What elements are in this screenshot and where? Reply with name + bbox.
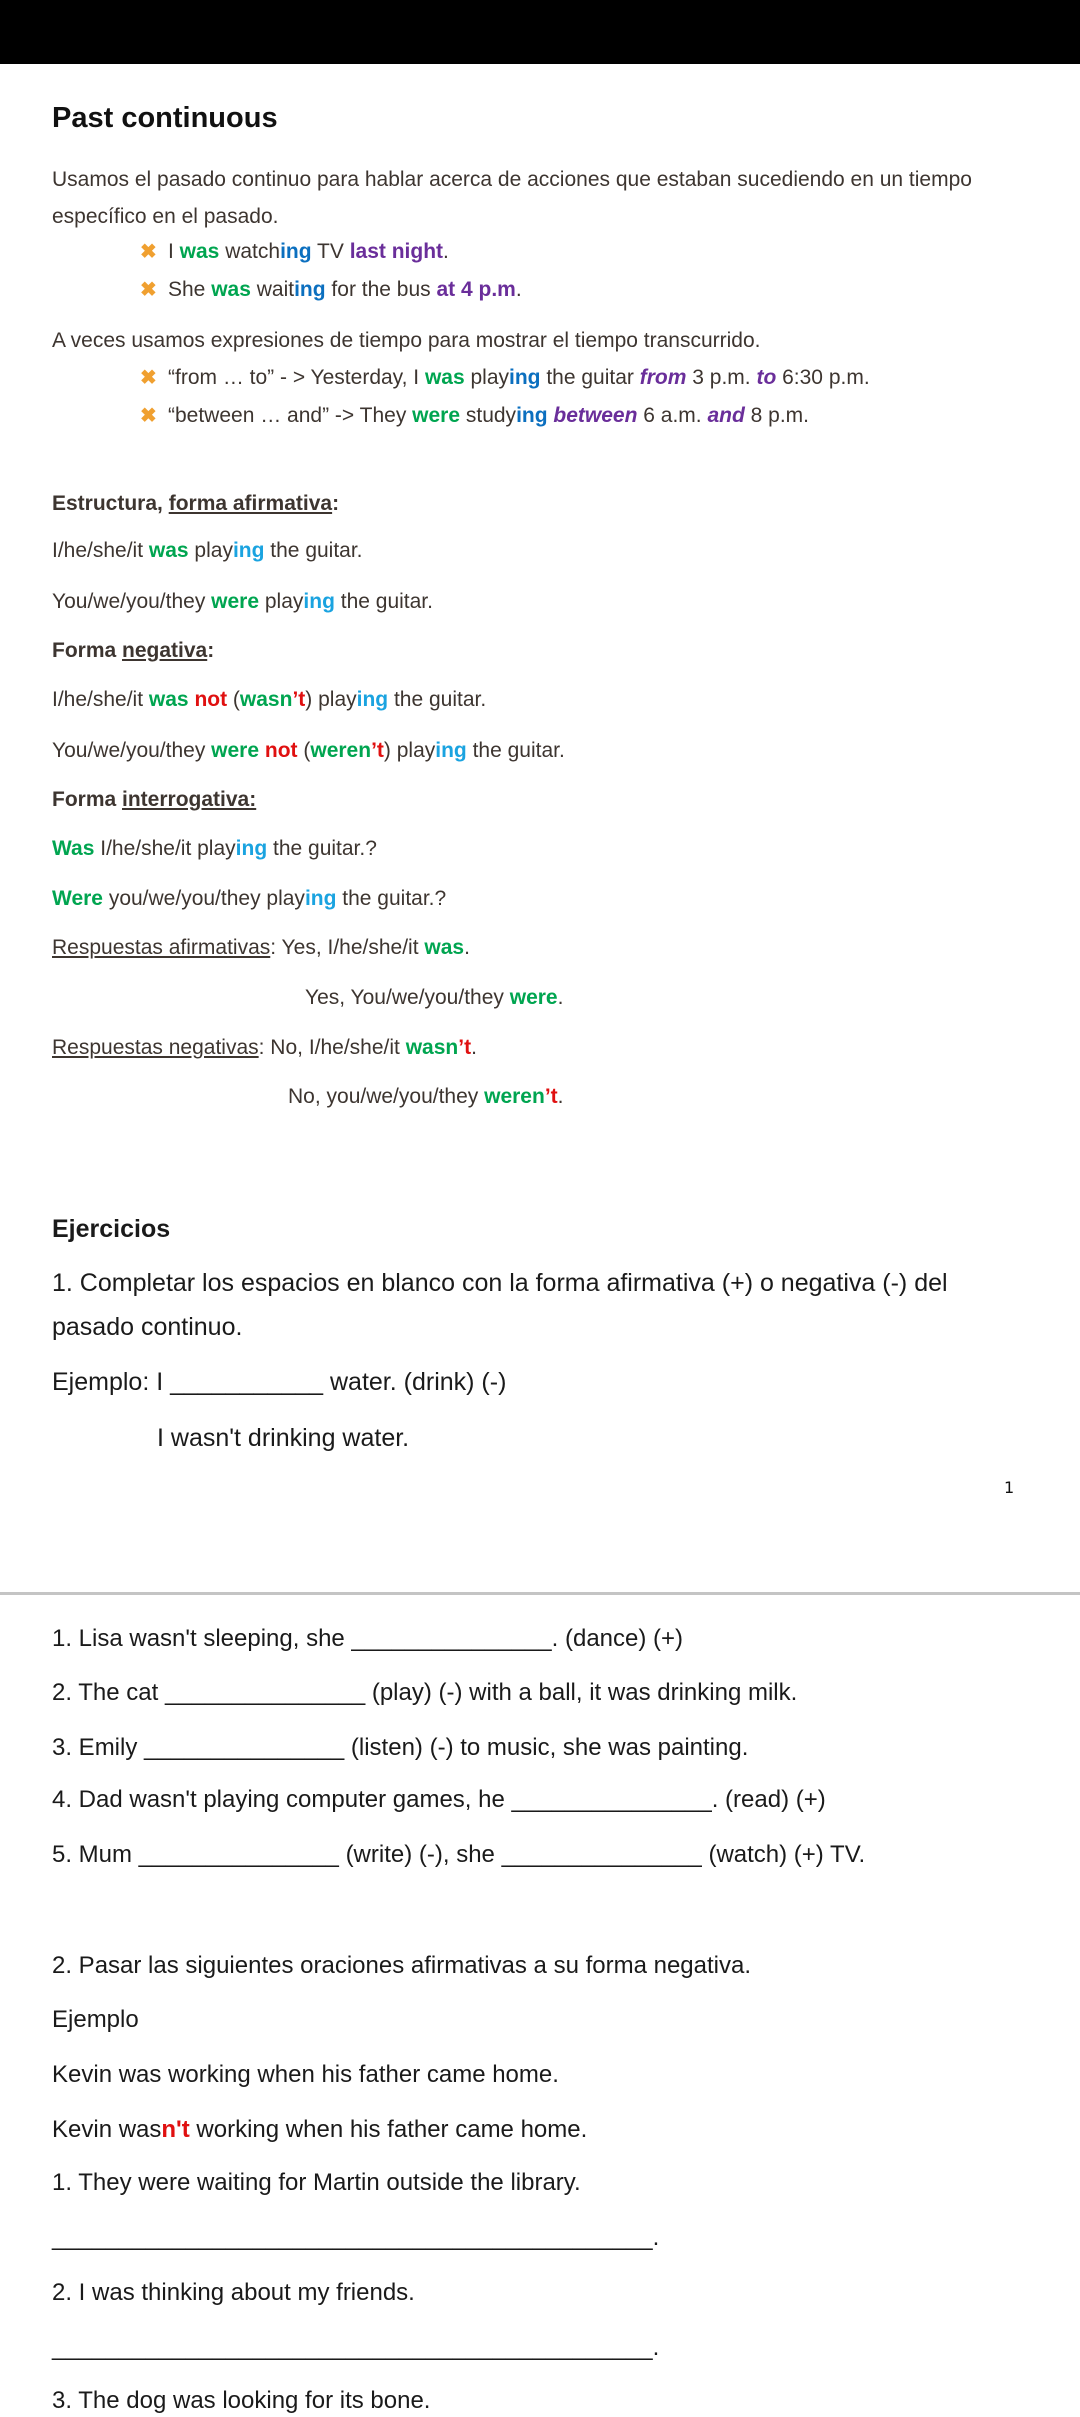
text-segment: ing bbox=[516, 404, 548, 427]
text-segment: A veces usamos expresiones de tiempo para mostrar el tiempo transcurrido. bbox=[52, 329, 761, 352]
text-segment: . bbox=[471, 1036, 477, 1059]
text-segment: play bbox=[188, 539, 233, 562]
text-segment: wait bbox=[250, 278, 295, 301]
text-segment: 4. Dad wasn't playing computer games, he _______________. (read) (+) bbox=[52, 1786, 826, 1813]
text-segment: was bbox=[424, 936, 465, 959]
text-segment: 3. Emily _______________ (listen) (-) to music, she was painting. bbox=[52, 1734, 749, 1761]
text-segment: wasn bbox=[405, 1036, 459, 1059]
x-bullet-icon: ✖ bbox=[140, 279, 157, 301]
text-segment: play bbox=[259, 590, 304, 613]
text-line-ejercicios bbox=[52, 1213, 170, 1245]
text-line-neg-h bbox=[52, 635, 214, 667]
text-segment: not bbox=[194, 688, 228, 711]
text-segment: : Yes, I/he/she/it bbox=[270, 936, 425, 959]
text-segment: ’t bbox=[544, 1085, 558, 1108]
text-segment: ing bbox=[235, 837, 268, 860]
text-segment: and bbox=[707, 404, 745, 427]
text-line-e2ej bbox=[52, 2004, 139, 2036]
text-segment: the guitar bbox=[540, 366, 640, 389]
text-segment: you/we/you/they play bbox=[102, 887, 305, 910]
text-line-intro1 bbox=[52, 164, 972, 196]
text-line-n1 bbox=[52, 2167, 581, 2199]
x-bullet-icon: ✖ bbox=[140, 367, 157, 389]
text-segment: Were bbox=[52, 887, 103, 910]
text-segment: n't bbox=[161, 2116, 190, 2143]
text-line-k1 bbox=[52, 2059, 559, 2091]
text-line-n3 bbox=[52, 2385, 430, 2417]
text-segment: not bbox=[264, 739, 298, 762]
text-segment: pasado continuo. bbox=[52, 1313, 243, 1341]
text-segment: working when his father came home. bbox=[189, 2116, 588, 2143]
text-segment: : bbox=[332, 492, 340, 515]
text-segment: 3. The dog was looking for its bone. bbox=[52, 2387, 431, 2414]
text-segment: Respuestas afirmativas bbox=[52, 936, 271, 959]
text-segment: . bbox=[557, 986, 564, 1009]
page-separator bbox=[0, 1592, 1080, 1595]
text-line-e1b bbox=[52, 1311, 242, 1343]
text-segment: was bbox=[424, 366, 465, 389]
text-segment: “between … and” -> They bbox=[168, 404, 413, 427]
text-segment: TV bbox=[311, 240, 350, 263]
text-segment: the guitar.? bbox=[267, 837, 377, 860]
text-segment: from bbox=[639, 366, 687, 389]
text-segment: Forma bbox=[52, 788, 123, 811]
text-line-ex2 bbox=[168, 274, 522, 306]
text-line-a2 bbox=[52, 2332, 659, 2364]
text-line-af1 bbox=[52, 535, 363, 567]
text-line-a1 bbox=[52, 2222, 659, 2254]
status-bar bbox=[0, 0, 1080, 64]
text-segment: were bbox=[412, 404, 461, 427]
text-segment: Forma bbox=[52, 639, 123, 662]
text-segment: I/he/she/it play bbox=[94, 837, 236, 860]
text-segment: Estructura, bbox=[52, 492, 169, 515]
text-segment: Ejemplo bbox=[52, 2006, 139, 2033]
text-line-estructura bbox=[52, 488, 339, 520]
text-segment: : bbox=[207, 639, 215, 662]
text-segment: interrogativa: bbox=[122, 788, 257, 811]
text-segment: Usamos el pasado continuo para hablar acerca de acciones que estaban sucediendo en un tiempo bbox=[52, 168, 972, 191]
text-line-e1ans bbox=[157, 1422, 409, 1454]
text-segment: Ejemplo: I ___________ water. (drink) (-) bbox=[52, 1368, 507, 1396]
text-segment: Respuestas negativas bbox=[52, 1036, 259, 1059]
text-segment: forma afirmativa bbox=[168, 492, 333, 515]
text-segment: ’t bbox=[292, 688, 306, 711]
text-segment: _____________________________________________. bbox=[52, 2224, 660, 2251]
text-line-int2 bbox=[52, 883, 446, 915]
text-segment: ing bbox=[435, 739, 467, 762]
text-segment: Kevin was bbox=[52, 2116, 162, 2143]
text-segment: the guitar. bbox=[334, 590, 433, 613]
text-line-e1a bbox=[52, 1267, 948, 1299]
text-segment: ( bbox=[297, 739, 311, 762]
page-number: 1 bbox=[1004, 1478, 1015, 1497]
text-segment: 1. They were waiting for Martin outside the library. bbox=[52, 2169, 581, 2196]
text-line-e2 bbox=[52, 1950, 751, 1982]
text-line-q4 bbox=[52, 1784, 826, 1816]
text-segment: the guitar.? bbox=[336, 887, 447, 910]
text-segment: ing bbox=[356, 688, 389, 711]
text-segment: were bbox=[211, 739, 260, 762]
text-segment: were bbox=[509, 986, 558, 1009]
text-line-resp-neg1 bbox=[52, 1032, 477, 1064]
text-segment: the guitar. bbox=[264, 539, 363, 562]
text-segment: ing bbox=[303, 590, 335, 613]
text-segment: 1. Completar los espacios en blanco con la forma afirmativa (+) o negativa (-) del bbox=[52, 1269, 948, 1297]
text-segment: ’t bbox=[458, 1036, 472, 1059]
text-segment: _____________________________________________. bbox=[52, 2334, 660, 2361]
text-segment: 5. Mum _______________ (write) (-), she _______________ (watch) (+) TV. bbox=[52, 1841, 866, 1868]
text-segment: wasn bbox=[239, 688, 293, 711]
text-segment: weren bbox=[310, 739, 372, 762]
text-segment: ing bbox=[509, 366, 541, 389]
text-line-resp-neg2 bbox=[288, 1081, 563, 1113]
text-segment: was bbox=[148, 688, 189, 711]
text-segment: last night bbox=[349, 240, 444, 263]
text-segment: . bbox=[443, 240, 449, 263]
text-segment: 6:30 p.m. bbox=[776, 366, 870, 389]
text-line-q5 bbox=[52, 1839, 865, 1871]
text-line-q1 bbox=[52, 1623, 683, 1655]
text-segment: . bbox=[515, 278, 522, 301]
text-line-q3 bbox=[52, 1732, 748, 1764]
text-line-resp-af1 bbox=[52, 932, 470, 964]
text-segment: at 4 p.m bbox=[436, 278, 516, 301]
text-segment: 1. Lisa wasn't sleeping, she _______________. (dance) (+) bbox=[52, 1625, 684, 1652]
text-line-intro2 bbox=[52, 201, 279, 233]
text-segment: ( bbox=[227, 688, 240, 711]
text-segment: She bbox=[168, 278, 212, 301]
text-segment: . bbox=[464, 936, 470, 959]
text-segment: for the bus bbox=[325, 278, 437, 301]
text-segment: 2. Pasar las siguientes oraciones afirmativas a su forma negativa. bbox=[52, 1952, 752, 1979]
text-segment: the guitar. bbox=[388, 688, 487, 711]
text-segment: ing bbox=[304, 887, 337, 910]
text-segment: ing bbox=[280, 240, 312, 263]
text-segment: You/we/you/they bbox=[52, 590, 212, 613]
text-segment: were bbox=[211, 590, 260, 613]
text-segment: 2. The cat _______________ (play) (-) with a ball, it was drinking milk. bbox=[52, 1679, 798, 1706]
text-line-ex3 bbox=[168, 362, 870, 394]
text-segment: You/we/you/they bbox=[52, 739, 212, 762]
text-segment: I bbox=[168, 240, 180, 263]
text-segment: watch bbox=[219, 240, 281, 263]
text-segment: ing bbox=[294, 278, 326, 301]
text-segment: I wasn't drinking water. bbox=[157, 1424, 410, 1452]
text-segment: between bbox=[553, 404, 638, 427]
text-segment: 2. I was thinking about my friends. bbox=[52, 2279, 415, 2306]
text-segment: específico en el pasado. bbox=[52, 205, 279, 228]
text-line-ex1 bbox=[168, 236, 449, 268]
text-segment: . bbox=[557, 1085, 564, 1108]
text-line-neg1 bbox=[52, 684, 486, 716]
text-segment: ) play bbox=[383, 739, 436, 762]
text-line-ex4 bbox=[168, 400, 809, 432]
text-segment: weren bbox=[484, 1085, 545, 1108]
text-segment: Was bbox=[52, 837, 95, 860]
text-segment: Yes, You/we/you/they bbox=[305, 986, 510, 1009]
text-segment: 8 p.m. bbox=[744, 404, 810, 427]
text-segment: : No, I/he/she/it bbox=[258, 1036, 406, 1059]
text-segment: was bbox=[148, 539, 189, 562]
text-segment: 3 p.m. bbox=[686, 366, 757, 389]
text-line-veces bbox=[52, 325, 761, 357]
text-line-af2 bbox=[52, 586, 433, 618]
text-segment: I/he/she/it bbox=[52, 539, 149, 562]
text-line-int1 bbox=[52, 833, 377, 865]
text-line-k2 bbox=[52, 2114, 587, 2146]
text-segment: negativa bbox=[122, 639, 208, 662]
text-segment: No, you/we/you/they bbox=[288, 1085, 485, 1108]
text-line-neg2 bbox=[52, 735, 565, 767]
text-segment: ) play bbox=[305, 688, 357, 711]
text-segment: the guitar. bbox=[466, 739, 565, 762]
text-segment: was bbox=[179, 240, 220, 263]
text-segment: to bbox=[756, 366, 777, 389]
text-segment: 6 a.m. bbox=[637, 404, 708, 427]
text-line-q2 bbox=[52, 1677, 797, 1709]
text-segment: I/he/she/it bbox=[52, 688, 149, 711]
text-segment: study bbox=[460, 404, 517, 427]
text-segment: Ejercicios bbox=[52, 1215, 171, 1243]
text-segment: ing bbox=[232, 539, 265, 562]
text-line-n2 bbox=[52, 2277, 415, 2309]
text-line-resp-af2 bbox=[305, 982, 563, 1014]
text-segment: was bbox=[211, 278, 251, 301]
text-segment: ’t bbox=[371, 739, 384, 762]
text-line-int-h bbox=[52, 784, 256, 816]
x-bullet-icon: ✖ bbox=[140, 241, 157, 263]
text-segment: Kevin was working when his father came home. bbox=[52, 2061, 559, 2088]
page-title: Past continuous bbox=[52, 102, 278, 134]
x-bullet-icon: ✖ bbox=[140, 405, 157, 427]
text-segment: play bbox=[464, 366, 510, 389]
text-segment: “from … to” - > Yesterday, I bbox=[168, 366, 425, 389]
text-line-e1ej bbox=[52, 1366, 506, 1398]
